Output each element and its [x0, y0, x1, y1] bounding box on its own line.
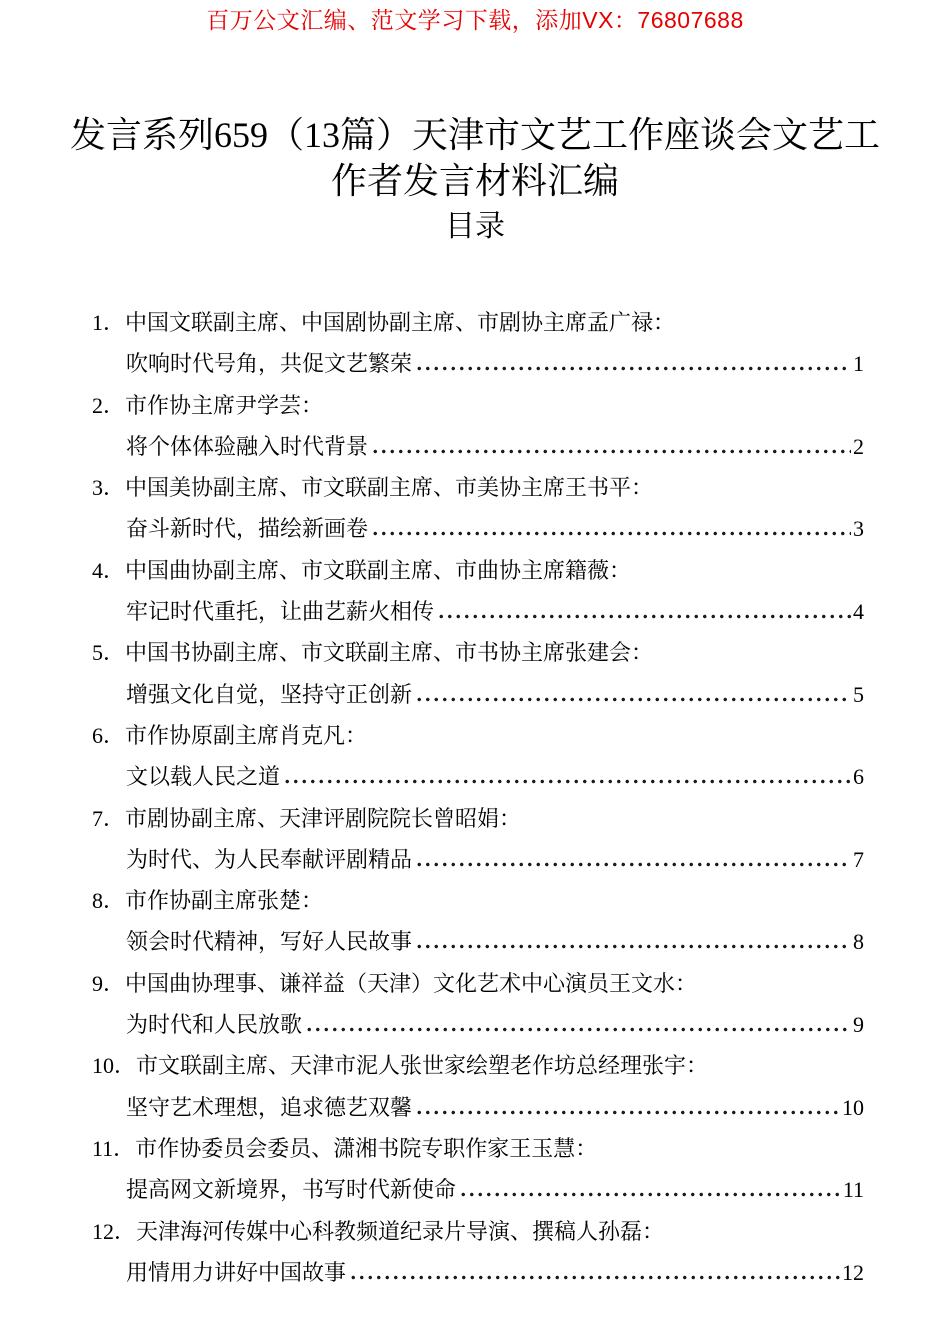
toc-entry-title-line [92, 839, 864, 880]
entry-number: 11． [92, 1135, 136, 1161]
entry-number: 4． [92, 557, 126, 583]
entry-speaker: 中国美协副主席、市文联副主席、市美协主席王书平： [125, 475, 654, 501]
toc-list [92, 302, 864, 1293]
entry-page-number: 7 [853, 846, 864, 872]
entry-speaker: 市作协委员会委员、潇湘书院专职作家王玉慧： [135, 1135, 598, 1161]
dot-leader [371, 426, 851, 467]
entry-number: 3． [92, 475, 126, 501]
entry-page-number: 6 [853, 764, 864, 790]
dot-leader [437, 591, 851, 632]
entry-page-number: 1 [853, 351, 864, 377]
entry-speaker: 中国书协副主席、市文联副主席、市书协主席张建会： [125, 640, 654, 666]
dot-leader [305, 1004, 851, 1045]
entry-title: 领会时代精神，写好人民故事 [126, 929, 413, 955]
toc-entry [92, 798, 864, 881]
toc-entry [92, 385, 864, 468]
entry-title: 增强文化自觉，坚持守正创新 [126, 681, 413, 707]
entry-number: 10． [92, 1053, 137, 1079]
toc-entry [92, 632, 864, 715]
entry-speaker: 市剧协副主席、天津评剧院院长曾昭娟： [125, 805, 522, 831]
toc-entry-speaker-line [92, 798, 864, 839]
promo-header-text: 百万公文汇编、范文学习下载，添加VX：76807688 [206, 7, 744, 33]
entry-title: 文以载人民之道 [126, 764, 281, 790]
entry-speaker: 中国曲协副主席、市文联副主席、市曲协主席籍薇： [125, 557, 632, 583]
entry-number: 9． [92, 970, 126, 996]
toc-entry-speaker-line [92, 715, 864, 756]
dot-leader [371, 508, 851, 549]
dot-leader [415, 343, 851, 384]
dot-leader [415, 1087, 840, 1128]
entry-title: 提高网文新境界，书写时代新使命 [126, 1177, 457, 1203]
toc-entry-speaker-line [92, 1045, 864, 1086]
toc-entry [92, 880, 864, 963]
toc-entry-title-line [92, 1087, 864, 1128]
toc-heading: 目录 [445, 210, 505, 243]
dot-leader [415, 674, 851, 715]
entry-page-number: 4 [853, 599, 864, 625]
toc-entry [92, 1211, 864, 1294]
entry-speaker: 中国文联副主席、中国剧协副主席、市剧协主席孟广禄： [125, 310, 676, 335]
document-title-line-1: 发言系列659（13篇）天津市文艺工作座谈会文艺工 [69, 115, 880, 155]
entry-number: 8． [92, 888, 126, 914]
entry-speaker: 市作协副主席张楚： [125, 888, 324, 914]
entry-title: 奋斗新时代，描绘新画卷 [126, 516, 369, 542]
toc-entry-title-line [92, 921, 864, 962]
entry-number: 7． [92, 805, 126, 831]
entry-speaker: 市文联副主席、天津市泥人张世家绘塑老作坊总经理张宇： [136, 1053, 709, 1079]
entry-number: 5． [92, 640, 126, 666]
toc-entry [92, 1128, 864, 1211]
entry-title: 为时代、为人民奉献评剧精品 [126, 846, 413, 872]
toc-entry-title-line [92, 343, 864, 384]
entry-speaker: 中国曲协理事、谦祥益（天津）文化艺术中心演员王文水： [125, 970, 698, 996]
toc-entry-speaker-line [92, 385, 864, 426]
entry-page-number: 12 [842, 1259, 864, 1285]
entry-title: 为时代和人民放歌 [126, 1012, 303, 1038]
toc-entry-title-line [92, 426, 864, 467]
toc-entry-speaker-line [92, 632, 864, 673]
entry-title: 将个体体验融入时代背景 [126, 433, 369, 459]
entry-title: 坚守艺术理想，追求德艺双馨 [126, 1094, 413, 1120]
toc-entry-speaker-line [92, 467, 864, 508]
entry-speaker: 天津海河传媒中心科教频道纪录片导演、撰稿人孙磊： [136, 1218, 665, 1244]
toc-entry-title-line [92, 508, 864, 549]
toc-entry-title-line [92, 674, 864, 715]
toc-entry [92, 1045, 864, 1128]
dot-leader [283, 756, 851, 797]
entry-page-number: 3 [853, 516, 864, 542]
dot-leader [415, 921, 851, 962]
entry-number: 1． [92, 310, 126, 335]
entry-page-number: 5 [853, 681, 864, 707]
toc-entry-speaker-line [92, 1128, 864, 1169]
entry-page-number: 10 [842, 1094, 864, 1120]
toc-entry-speaker-line [92, 963, 864, 1004]
toc-entry-speaker-line [92, 550, 864, 591]
entry-speaker: 市作协原副主席肖克凡： [125, 722, 368, 748]
entry-number: 12． [92, 1218, 137, 1244]
toc-entry [92, 467, 864, 550]
toc-entry-title-line [92, 756, 864, 797]
document-title [0, 112, 950, 204]
entry-number: 2． [92, 392, 126, 418]
entry-title: 吹响时代号角，共促文艺繁荣 [126, 351, 413, 377]
toc-entry-title-line [92, 1169, 864, 1210]
entry-page-number: 2 [853, 433, 864, 459]
entry-page-number: 8 [853, 929, 864, 955]
toc-entry [92, 302, 864, 385]
toc-entry [92, 550, 864, 633]
entry-speaker: 市作协主席尹学芸： [125, 392, 324, 418]
dot-leader [415, 839, 851, 880]
entry-title: 牢记时代重托，让曲艺薪火相传 [126, 599, 435, 625]
toc-entry-speaker-line [92, 880, 864, 921]
entry-page-number: 11 [842, 1177, 864, 1203]
toc-entry [92, 963, 864, 1046]
toc-entry [92, 715, 864, 798]
toc-entry-speaker-line [92, 302, 864, 343]
toc-entry-title-line [92, 1252, 864, 1293]
toc-entry-title-line [92, 1004, 864, 1045]
entry-number: 6． [92, 722, 126, 748]
toc-entry-title-line [92, 591, 864, 632]
document-title-line-2: 作者发言材料汇编 [330, 161, 619, 201]
dot-leader [349, 1252, 840, 1293]
entry-page-number: 9 [853, 1012, 864, 1038]
toc-entry-speaker-line [92, 1211, 864, 1252]
entry-title: 用情用力讲好中国故事 [126, 1259, 347, 1285]
dot-leader [459, 1169, 841, 1210]
